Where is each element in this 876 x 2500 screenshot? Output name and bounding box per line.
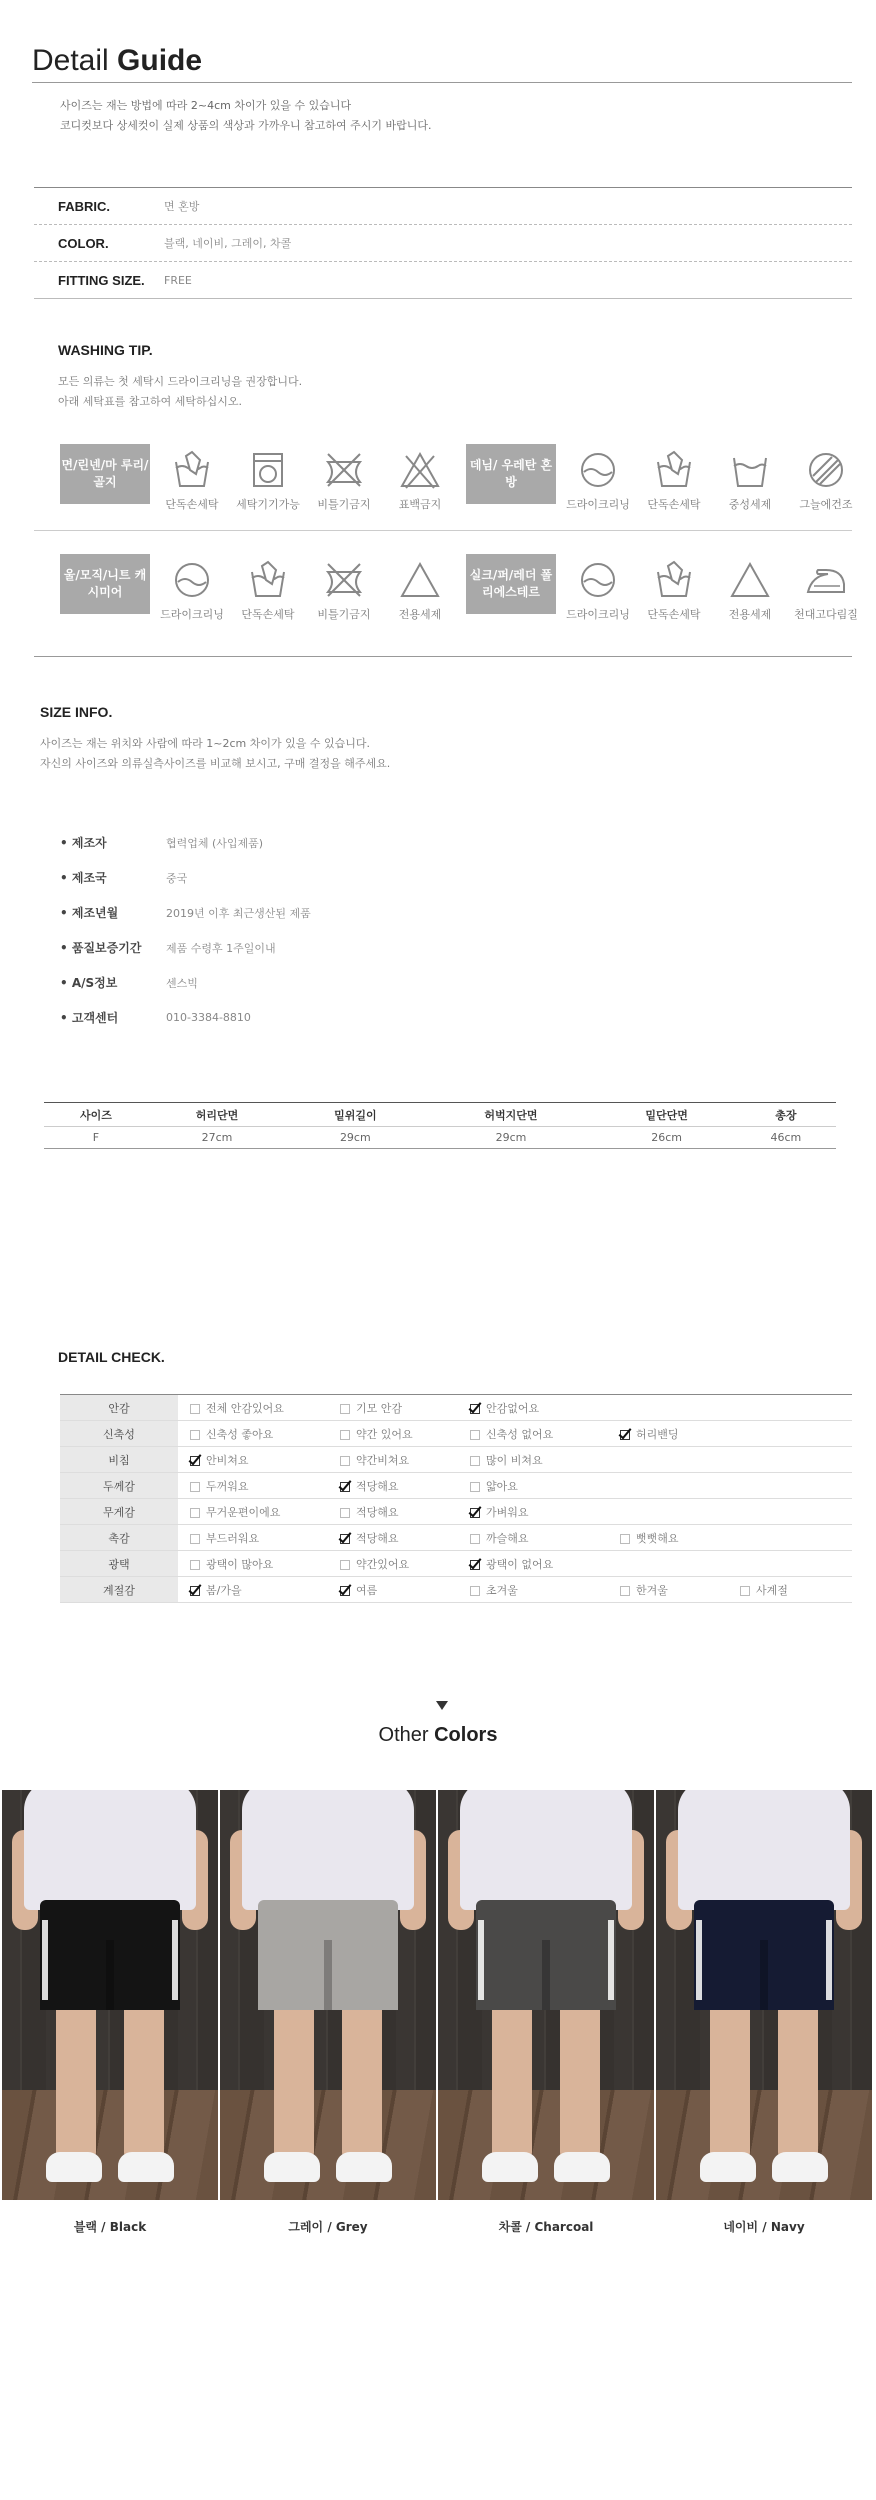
triangle-icon xyxy=(398,558,442,602)
washing-item xyxy=(560,554,636,622)
info-value: 센스빅 xyxy=(166,976,198,990)
color-photo xyxy=(2,1790,218,2200)
detail-check-option xyxy=(328,1395,458,1421)
shorts xyxy=(694,1900,834,2010)
spec-key: FITTING SIZE. xyxy=(58,272,145,288)
checked-checkbox-icon xyxy=(190,1586,200,1596)
checkbox-icon xyxy=(190,1560,200,1570)
detail-check-option xyxy=(608,1447,728,1473)
size-col-header: 허리단면 xyxy=(148,1103,286,1127)
info-key: • 품질보증기간 xyxy=(60,939,166,956)
detail-check-title: DETAIL CHECK. xyxy=(58,1349,165,1365)
detail-check-option xyxy=(328,1473,458,1499)
hand-wash-icon xyxy=(652,448,696,492)
color-photo xyxy=(220,1790,436,2200)
washing-item xyxy=(636,554,712,622)
table-row xyxy=(60,1551,852,1577)
spec-row-fitting-size xyxy=(34,261,852,298)
detail-check-option-label: 봄/가을 xyxy=(206,1583,242,1597)
page-title xyxy=(32,44,202,78)
washing-item xyxy=(788,554,864,622)
tshirt xyxy=(678,1790,850,1910)
color-caption: 블랙 / Black xyxy=(73,2220,147,2234)
size-cell: 27cm xyxy=(148,1127,286,1149)
info-row-warranty xyxy=(60,939,276,956)
sneaker xyxy=(482,2152,538,2182)
spec-key: COLOR. xyxy=(58,235,109,251)
washing-item xyxy=(154,444,230,512)
detail-check-option xyxy=(458,1551,608,1577)
checkbox-icon xyxy=(190,1508,200,1518)
size-cell: 46cm xyxy=(736,1127,836,1149)
checkbox-icon xyxy=(470,1586,480,1596)
washing-bottom-divider xyxy=(34,656,852,657)
sneaker xyxy=(772,2152,828,2182)
size-info-title: SIZE INFO. xyxy=(40,704,113,720)
tshirt xyxy=(24,1790,196,1910)
checkbox-icon xyxy=(190,1404,200,1414)
side-stripe xyxy=(696,1920,702,2000)
detail-check-label: 계절감 xyxy=(60,1577,178,1603)
info-value: 중국 xyxy=(166,871,188,885)
size-col-header: 밑단단면 xyxy=(597,1103,735,1127)
checkbox-icon xyxy=(470,1534,480,1544)
spec-row-color xyxy=(34,224,852,261)
triangle-icon xyxy=(728,558,772,602)
detail-check-option xyxy=(458,1499,608,1525)
detail-check-label: 두께감 xyxy=(60,1473,178,1499)
spec-value: 면 혼방 xyxy=(164,200,200,213)
washing-item xyxy=(230,444,306,512)
detail-check-option-label: 초겨울 xyxy=(486,1583,518,1597)
detail-check-option xyxy=(328,1421,458,1447)
detail-check-option-label: 적당해요 xyxy=(356,1479,399,1493)
shorts xyxy=(40,1900,180,2010)
sneaker xyxy=(554,2152,610,2182)
checked-checkbox-icon xyxy=(340,1534,350,1544)
color-caption: 네이비 / Navy xyxy=(723,2220,805,2234)
washing-group xyxy=(60,444,458,512)
detail-check-option xyxy=(178,1421,328,1447)
washing-item xyxy=(154,554,230,622)
detail-check-option xyxy=(458,1577,608,1603)
hand-wash-icon xyxy=(246,558,290,602)
detail-check-label: 촉감 xyxy=(60,1525,178,1551)
detail-check-option-label: 신축성 없어요 xyxy=(486,1427,554,1441)
side-stripe xyxy=(478,1920,484,2000)
detail-check-option-label: 광택이 없어요 xyxy=(486,1557,554,1571)
detail-check-label: 광택 xyxy=(60,1551,178,1577)
checkbox-icon xyxy=(740,1586,750,1596)
washing-text xyxy=(58,372,302,412)
washing-item-label: 세탁기기가능 xyxy=(236,498,300,511)
spec-divider xyxy=(34,298,852,299)
washing-item xyxy=(382,444,458,512)
hand-wash-icon xyxy=(170,448,214,492)
table-row xyxy=(60,1577,852,1603)
detail-check-option-label: 여름 xyxy=(356,1583,378,1597)
dry-clean-icon xyxy=(576,558,620,602)
sneaker xyxy=(700,2152,756,2182)
washing-category: 면/린넨/마 루리/골지 xyxy=(60,444,150,504)
checked-checkbox-icon xyxy=(190,1456,200,1466)
table-row xyxy=(60,1395,852,1421)
detail-check-option xyxy=(458,1525,608,1551)
detail-check-option xyxy=(328,1499,458,1525)
detail-check-option xyxy=(178,1447,328,1473)
detail-check-option xyxy=(458,1421,608,1447)
checkbox-icon xyxy=(340,1430,350,1440)
washing-text-line-1: 모든 의류는 첫 세탁시 드라이크리닝을 권장합니다. xyxy=(58,375,303,388)
sneaker xyxy=(264,2152,320,2182)
detail-check-option xyxy=(458,1395,608,1421)
washing-item-label: 단독손세탁 xyxy=(241,608,295,621)
washing-category: 울/모직/니트 캐시미어 xyxy=(60,554,150,614)
checkbox-icon xyxy=(340,1456,350,1466)
detail-check-option xyxy=(178,1551,328,1577)
leg xyxy=(56,2010,96,2160)
table-row xyxy=(60,1447,852,1473)
info-value: 010-3384-8810 xyxy=(166,1011,251,1024)
dry-clean-icon xyxy=(576,448,620,492)
table-row xyxy=(44,1127,836,1149)
checkbox-icon xyxy=(470,1456,480,1466)
detail-check-option xyxy=(608,1421,728,1447)
shorts xyxy=(476,1900,616,2010)
detail-check-option-label: 뻣뻣해요 xyxy=(636,1531,679,1545)
size-info-line-1: 사이즈는 재는 위치와 사람에 따라 1~2cm 차이가 있을 수 있습니다. xyxy=(40,737,370,750)
checkbox-icon xyxy=(340,1508,350,1518)
detail-check-option xyxy=(178,1395,328,1421)
info-value: 2019년 이후 최근생산된 제품 xyxy=(166,906,311,920)
washing-item xyxy=(712,444,788,512)
detail-check-option xyxy=(608,1499,728,1525)
washing-item xyxy=(560,444,636,512)
detail-check-label: 신축성 xyxy=(60,1421,178,1447)
leg xyxy=(274,2010,314,2160)
detail-check-option xyxy=(458,1447,608,1473)
spec-key: FABRIC. xyxy=(58,198,110,214)
tshirt xyxy=(460,1790,632,1910)
detail-check-option-label: 얇아요 xyxy=(486,1479,518,1493)
color-photo xyxy=(438,1790,654,2200)
detail-check-option xyxy=(608,1473,728,1499)
washing-item-label: 천대고다림질 xyxy=(794,608,858,621)
info-key: • 제조국 xyxy=(60,869,166,886)
washing-item-label: 전용세제 xyxy=(728,608,772,621)
detail-check-option-label: 기모 안감 xyxy=(356,1401,403,1415)
checkbox-icon xyxy=(620,1534,630,1544)
table-row xyxy=(60,1421,852,1447)
detail-check-option-label: 약간있어요 xyxy=(356,1557,410,1571)
size-table-header xyxy=(44,1103,836,1127)
washing-row-2 xyxy=(34,540,858,640)
checked-checkbox-icon xyxy=(470,1508,480,1518)
detail-check-option xyxy=(728,1447,852,1473)
checkbox-icon xyxy=(470,1430,480,1440)
detail-check-option xyxy=(328,1551,458,1577)
washing-group xyxy=(466,444,864,512)
washing-machine-icon xyxy=(246,448,290,492)
info-value: 협력업체 (사입제품) xyxy=(166,836,264,850)
detail-check-option xyxy=(728,1525,852,1551)
color-photo xyxy=(656,1790,872,2200)
title-divider xyxy=(32,82,852,83)
detail-check-option-label: 전체 안감있어요 xyxy=(206,1401,284,1415)
checked-checkbox-icon xyxy=(620,1430,630,1440)
checked-checkbox-icon xyxy=(340,1482,350,1492)
checkbox-icon xyxy=(620,1586,630,1596)
sneaker xyxy=(118,2152,174,2182)
detail-check-option-label: 광택이 많아요 xyxy=(206,1557,274,1571)
washing-divider xyxy=(34,530,852,531)
info-row-country xyxy=(60,869,187,886)
info-key: • 고객센터 xyxy=(60,1009,166,1026)
detail-check-option xyxy=(728,1421,852,1447)
detail-check-option xyxy=(608,1525,728,1551)
hand-wash-icon xyxy=(652,558,696,602)
washing-group xyxy=(60,554,458,622)
checkbox-icon xyxy=(190,1430,200,1440)
info-key: • A/S정보 xyxy=(60,974,166,991)
detail-check-option xyxy=(728,1473,852,1499)
size-cell: F xyxy=(44,1127,148,1149)
washing-group xyxy=(466,554,864,622)
detail-check-option-label: 허리밴딩 xyxy=(636,1427,679,1441)
detail-check-option xyxy=(728,1395,852,1421)
info-value: 제품 수령후 1주일이내 xyxy=(166,941,276,955)
info-key: • 제조년월 xyxy=(60,904,166,921)
washing-item-label: 중성세제 xyxy=(728,498,772,511)
table-row xyxy=(60,1525,852,1551)
washing-text-line-2: 아래 세탁표를 참고하여 세탁하십시오. xyxy=(58,395,243,408)
size-cell: 29cm xyxy=(425,1127,598,1149)
washing-item-label: 단독손세탁 xyxy=(165,498,219,511)
detail-check-label: 무게감 xyxy=(60,1499,178,1525)
detail-check-option xyxy=(608,1577,728,1603)
checkbox-icon xyxy=(340,1404,350,1414)
size-col-header: 사이즈 xyxy=(44,1103,148,1127)
no-twist-icon xyxy=(322,448,366,492)
washing-item-label: 단독손세탁 xyxy=(647,608,701,621)
detail-check-option xyxy=(458,1473,608,1499)
other-title-bold: Colors xyxy=(434,1724,498,1746)
detail-check-option xyxy=(728,1551,852,1577)
wood-floor xyxy=(220,2090,436,2200)
spec-value: 블랙, 네이비, 그레이, 차콜 xyxy=(164,237,292,250)
no-twist-icon xyxy=(322,558,366,602)
tshirt xyxy=(242,1790,414,1910)
detail-check-option xyxy=(178,1499,328,1525)
leg xyxy=(124,2010,164,2160)
checked-checkbox-icon xyxy=(470,1404,480,1414)
size-table xyxy=(44,1102,836,1149)
washing-item-label: 비틀기금지 xyxy=(317,608,371,621)
intro-line-2: 코디컷보다 상세컷이 실제 상품의 색상과 가까우니 참고하여 주시기 바랍니다. xyxy=(60,119,432,132)
checked-checkbox-icon xyxy=(470,1560,480,1570)
washing-item xyxy=(636,444,712,512)
wood-floor xyxy=(656,2090,872,2200)
down-arrow-icon xyxy=(436,1701,448,1710)
washing-item xyxy=(306,444,382,512)
info-row-maker xyxy=(60,834,263,851)
side-stripe xyxy=(608,1920,614,2000)
leg xyxy=(342,2010,382,2160)
washing-item-label: 단독손세탁 xyxy=(647,498,701,511)
detail-check-option-label: 적당해요 xyxy=(356,1531,399,1545)
detail-check-option-label: 무거운편이에요 xyxy=(206,1505,281,1519)
info-row-cs xyxy=(60,1009,251,1026)
color-caption: 차콜 / Charcoal xyxy=(498,2220,594,2234)
size-info-line-2: 자신의 사이즈와 의류실측사이즈를 비교해 보시고, 구매 결정을 해주세요. xyxy=(40,757,391,770)
detail-check-option xyxy=(328,1447,458,1473)
checkbox-icon xyxy=(470,1482,480,1492)
washing-item xyxy=(712,554,788,622)
detail-check-option-label: 약간 있어요 xyxy=(356,1427,413,1441)
shorts xyxy=(258,1900,398,2010)
washing-title: WASHING TIP. xyxy=(58,342,153,358)
detail-check-option-label: 약간비쳐요 xyxy=(356,1453,410,1467)
detail-check-option xyxy=(178,1577,328,1603)
detail-check-option-label: 안비쳐요 xyxy=(206,1453,249,1467)
washing-item-label: 비틀기금지 xyxy=(317,498,371,511)
checkbox-icon xyxy=(190,1482,200,1492)
washing-item xyxy=(788,444,864,512)
checked-checkbox-icon xyxy=(340,1586,350,1596)
washing-row-1 xyxy=(34,430,852,530)
shade-dry-icon xyxy=(804,448,848,492)
info-row-as xyxy=(60,974,198,991)
side-stripe xyxy=(42,1920,48,2000)
washing-item-label: 드라이크리닝 xyxy=(160,608,224,621)
other-colors-title xyxy=(0,1724,876,1747)
intro-line-1: 사이즈는 재는 방법에 따라 2~4cm 차이가 있을 수 있습니다 xyxy=(60,99,352,112)
sneaker xyxy=(336,2152,392,2182)
washing-item-label: 드라이크리닝 xyxy=(566,608,630,621)
size-col-header: 밑위길이 xyxy=(286,1103,424,1127)
checkbox-icon xyxy=(340,1560,350,1570)
wood-floor xyxy=(438,2090,654,2200)
side-stripe xyxy=(172,1920,178,2000)
detail-check-option xyxy=(608,1551,728,1577)
detail-check-option-label: 적당해요 xyxy=(356,1505,399,1519)
title-light: Detail xyxy=(32,44,118,77)
detail-check-option-label: 두꺼워요 xyxy=(206,1479,249,1493)
leg xyxy=(560,2010,600,2160)
table-row xyxy=(60,1473,852,1499)
detail-check-option xyxy=(608,1395,728,1421)
size-info-text xyxy=(40,734,390,774)
size-col-header: 허벅지단면 xyxy=(425,1103,598,1127)
color-caption: 그레이 / Grey xyxy=(288,2220,368,2234)
table-row xyxy=(60,1499,852,1525)
detail-check-option-label: 까슬해요 xyxy=(486,1531,529,1545)
detail-check-option xyxy=(728,1499,852,1525)
detail-check-label: 안감 xyxy=(60,1395,178,1421)
washing-item xyxy=(306,554,382,622)
no-bleach-icon xyxy=(398,448,442,492)
leg xyxy=(492,2010,532,2160)
washing-item xyxy=(382,554,458,622)
dry-clean-icon xyxy=(170,558,214,602)
washing-item-label: 그늘에건조 xyxy=(799,498,853,511)
intro-text xyxy=(60,96,432,136)
washing-category: 실크/퍼/레더 폴리에스테르 xyxy=(466,554,556,614)
detail-check-option-label: 많이 비쳐요 xyxy=(486,1453,543,1467)
other-title-light: Other xyxy=(378,1724,435,1746)
size-cell: 26cm xyxy=(597,1127,735,1149)
neutral-detergent-icon xyxy=(728,448,772,492)
detail-check-option xyxy=(178,1525,328,1551)
sneaker xyxy=(46,2152,102,2182)
detail-check-option-label: 가벼워요 xyxy=(486,1505,529,1519)
washing-item xyxy=(230,554,306,622)
info-key: • 제조자 xyxy=(60,834,166,851)
detail-check-option xyxy=(328,1577,458,1603)
info-row-date xyxy=(60,904,311,921)
wood-floor xyxy=(2,2090,218,2200)
detail-check-option-label: 신축성 좋아요 xyxy=(206,1427,274,1441)
detail-check-label: 비침 xyxy=(60,1447,178,1473)
leg xyxy=(778,2010,818,2160)
detail-check-option xyxy=(728,1577,852,1603)
leg xyxy=(710,2010,750,2160)
detail-check-table xyxy=(60,1394,852,1603)
size-col-header: 총장 xyxy=(736,1103,836,1127)
size-cell: 29cm xyxy=(286,1127,424,1149)
detail-check-option xyxy=(328,1525,458,1551)
detail-check-option-label: 한겨울 xyxy=(636,1583,668,1597)
washing-item-label: 표백금지 xyxy=(398,498,442,511)
detail-check-option-label: 부드러워요 xyxy=(206,1531,260,1545)
detail-check-option-label: 사계절 xyxy=(756,1583,788,1597)
spec-value: FREE xyxy=(164,273,192,287)
side-stripe xyxy=(826,1920,832,2000)
detail-check-option-label: 안감없어요 xyxy=(486,1401,540,1415)
washing-item-label: 드라이크리닝 xyxy=(566,498,630,511)
spec-row-fabric xyxy=(34,187,852,224)
iron-icon xyxy=(804,558,848,602)
detail-check-option xyxy=(178,1473,328,1499)
washing-item-label: 전용세제 xyxy=(398,608,442,621)
title-bold: Guide xyxy=(117,44,203,77)
washing-category: 데님/ 우레탄 혼방 xyxy=(466,444,556,504)
checkbox-icon xyxy=(190,1534,200,1544)
